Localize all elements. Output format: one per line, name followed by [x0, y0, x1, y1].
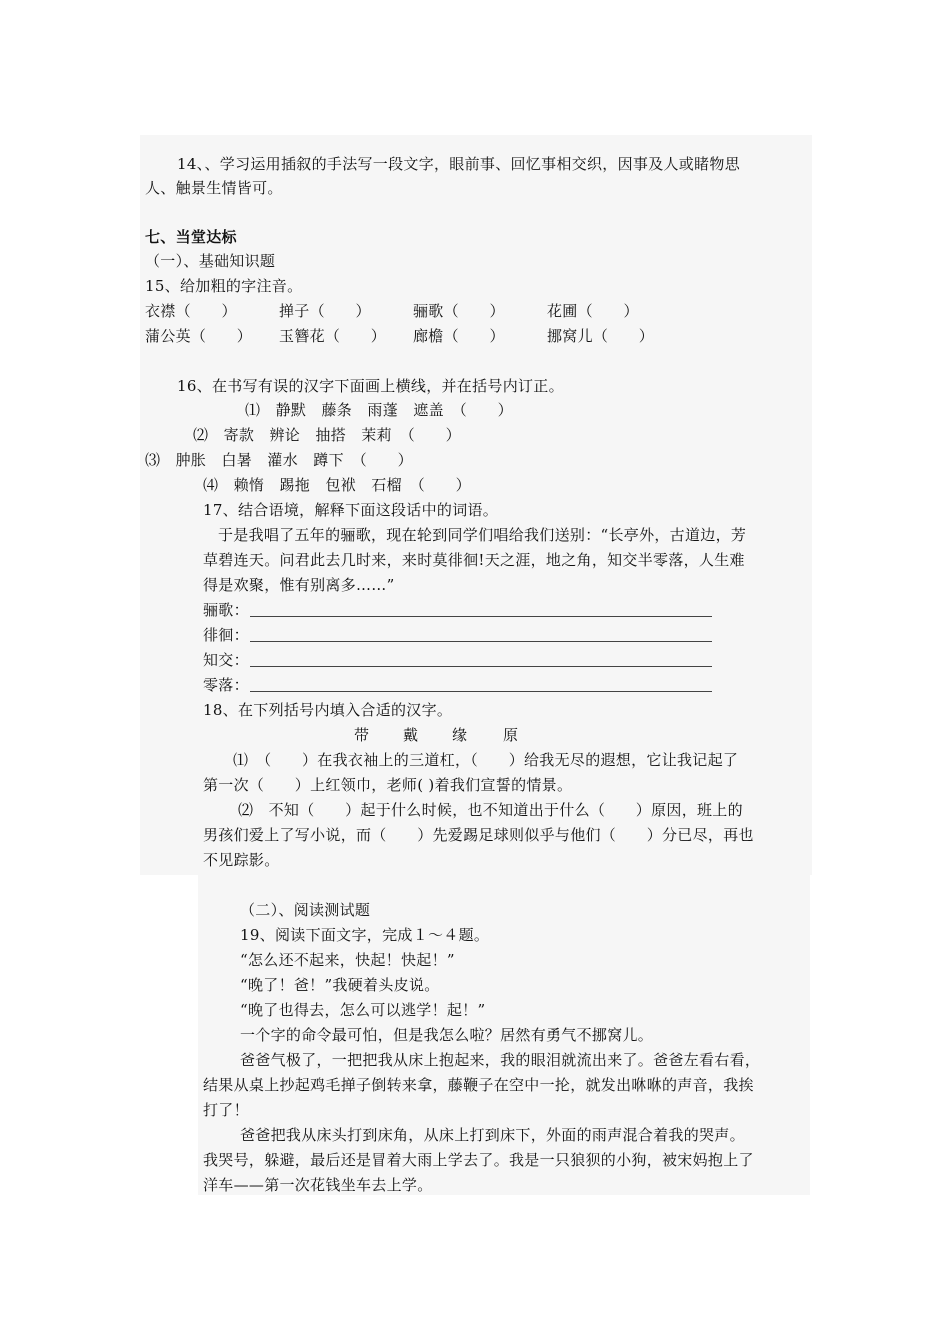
reading-line: 爸爸气极了，一把把我从床上抱起来，我的眼泪就流出来了。爸爸左看右看， [240, 1051, 761, 1069]
q15-title: 15、给加粗的字注音。 [145, 277, 303, 295]
q17-term: 零落： [203, 676, 249, 694]
reading-line: 爸爸把我从床头打到床角，从床上打到床下，外面的雨声混合着我的哭声。 [240, 1126, 745, 1144]
reading-line: 我哭号，躲避，最后还是冒着大雨上学去了。我是一只狼狈的小狗，被宋妈抱上了 [203, 1151, 754, 1169]
q15-item: 骊歌（ ） [413, 302, 505, 320]
q15-item: 挪窝儿（ ） [547, 327, 655, 345]
q15-item: 花圃（ ） [547, 302, 639, 320]
q14-line1: 14、、学习运用插叙的手法写一段文字，眼前事、回忆事相交织，因事及人或睹物思 [177, 155, 740, 173]
q18-sentence: 不见踪影。 [203, 851, 280, 869]
reading-line: 洋车——第一次花钱坐车去上学。 [203, 1176, 433, 1194]
q14-line2: 人、触景生情皆可。 [145, 179, 283, 197]
section-title: 七、当堂达标 [145, 228, 237, 246]
reading-line: “晚了！爸！”我硬着头皮说。 [240, 976, 440, 994]
q15-item: 蒲公英（ ） [145, 327, 253, 345]
q18-sentence: 男孩们爱上了写小说，而（ ）先爱踢足球则似乎与他们（ ）分已尽，再也 [203, 826, 754, 844]
q19-title: 19、阅读下面文字，完成１～４题。 [240, 926, 490, 944]
subsection-reading: （二）、阅读测试题 [240, 901, 371, 919]
reading-line: “晚了也得去，怎么可以逃学！起！” [240, 1001, 486, 1019]
reading-line: 结果从桌上抄起鸡毛掸子倒转来拿，藤鞭子在空中一抡，就发出咻咻的声音，我挨 [203, 1076, 754, 1094]
q17-passage: 草碧连天。问君此去几时来，来时莫徘徊!天之涯，地之角，知交半零落，人生难 [203, 551, 745, 569]
q18-word: 带 [354, 726, 370, 744]
q18-word: 缘 [452, 726, 468, 744]
q18-sentence: ⑵ 不知（ ）起于什么时候，也不知道出于什么（ ）原因，班上的 [238, 801, 743, 819]
q17-title: 17、结合语境，解释下面这段话中的词语。 [203, 501, 499, 519]
q18-sentence: 第一次（ ）上红领巾，老师( )着我们宣誓的情景。 [203, 776, 573, 794]
subsection-basic: （一）、基础知识题 [145, 252, 276, 270]
q16-item: ⑵ 寄款 辨论 抽搭 茉莉 （ ） [193, 426, 461, 444]
q15-item: 衣襟（ ） [145, 302, 237, 320]
q15-item: 掸子（ ） [279, 302, 371, 320]
q17-term: 骊歌： [203, 601, 249, 619]
q15-item: 廊檐（ ） [413, 327, 505, 345]
q17-term: 知交： [203, 651, 249, 669]
q18-word: 原 [503, 726, 519, 744]
q16-item: ⑴ 静默 藤条 雨蓬 遮盖 （ ） [245, 401, 513, 419]
q17-term: 徘徊： [203, 626, 249, 644]
reading-line: “怎么还不起来，快起！快起！” [240, 951, 455, 969]
q16-item: ⑷ 赖惰 踢拖 包袱 石榴 （ ） [203, 476, 471, 494]
q18-sentence: ⑴ （ ）在我衣袖上的三道杠，（ ）给我无尽的遐想，它让我记起了 [233, 751, 739, 769]
q16-item: ⑶ 肿胀 白暑 灌水 蹲下 （ ） [145, 451, 413, 469]
answer-line[interactable] [250, 641, 712, 642]
reading-line: 打了！ [203, 1101, 249, 1119]
q17-passage: 得是欢聚，惟有别离多……” [203, 576, 395, 594]
q17-passage: 于是我唱了五年的骊歌，现在轮到同学们唱给我们送别：“长亭外，古道边，芳 [218, 526, 747, 544]
q15-item: 玉簪花（ ） [279, 327, 387, 345]
q18-title: 18、在下列括号内填入合适的汉字。 [203, 701, 453, 719]
answer-line[interactable] [250, 666, 712, 667]
q18-word: 戴 [403, 726, 419, 744]
q16-title: 16、在书写有误的汉字下面画上横线，并在括号内订正。 [177, 377, 564, 395]
reading-line: 一个字的命令最可怕，但是我怎么啦？居然有勇气不挪窝儿。 [240, 1026, 654, 1044]
answer-line[interactable] [250, 616, 712, 617]
answer-line[interactable] [250, 691, 712, 692]
